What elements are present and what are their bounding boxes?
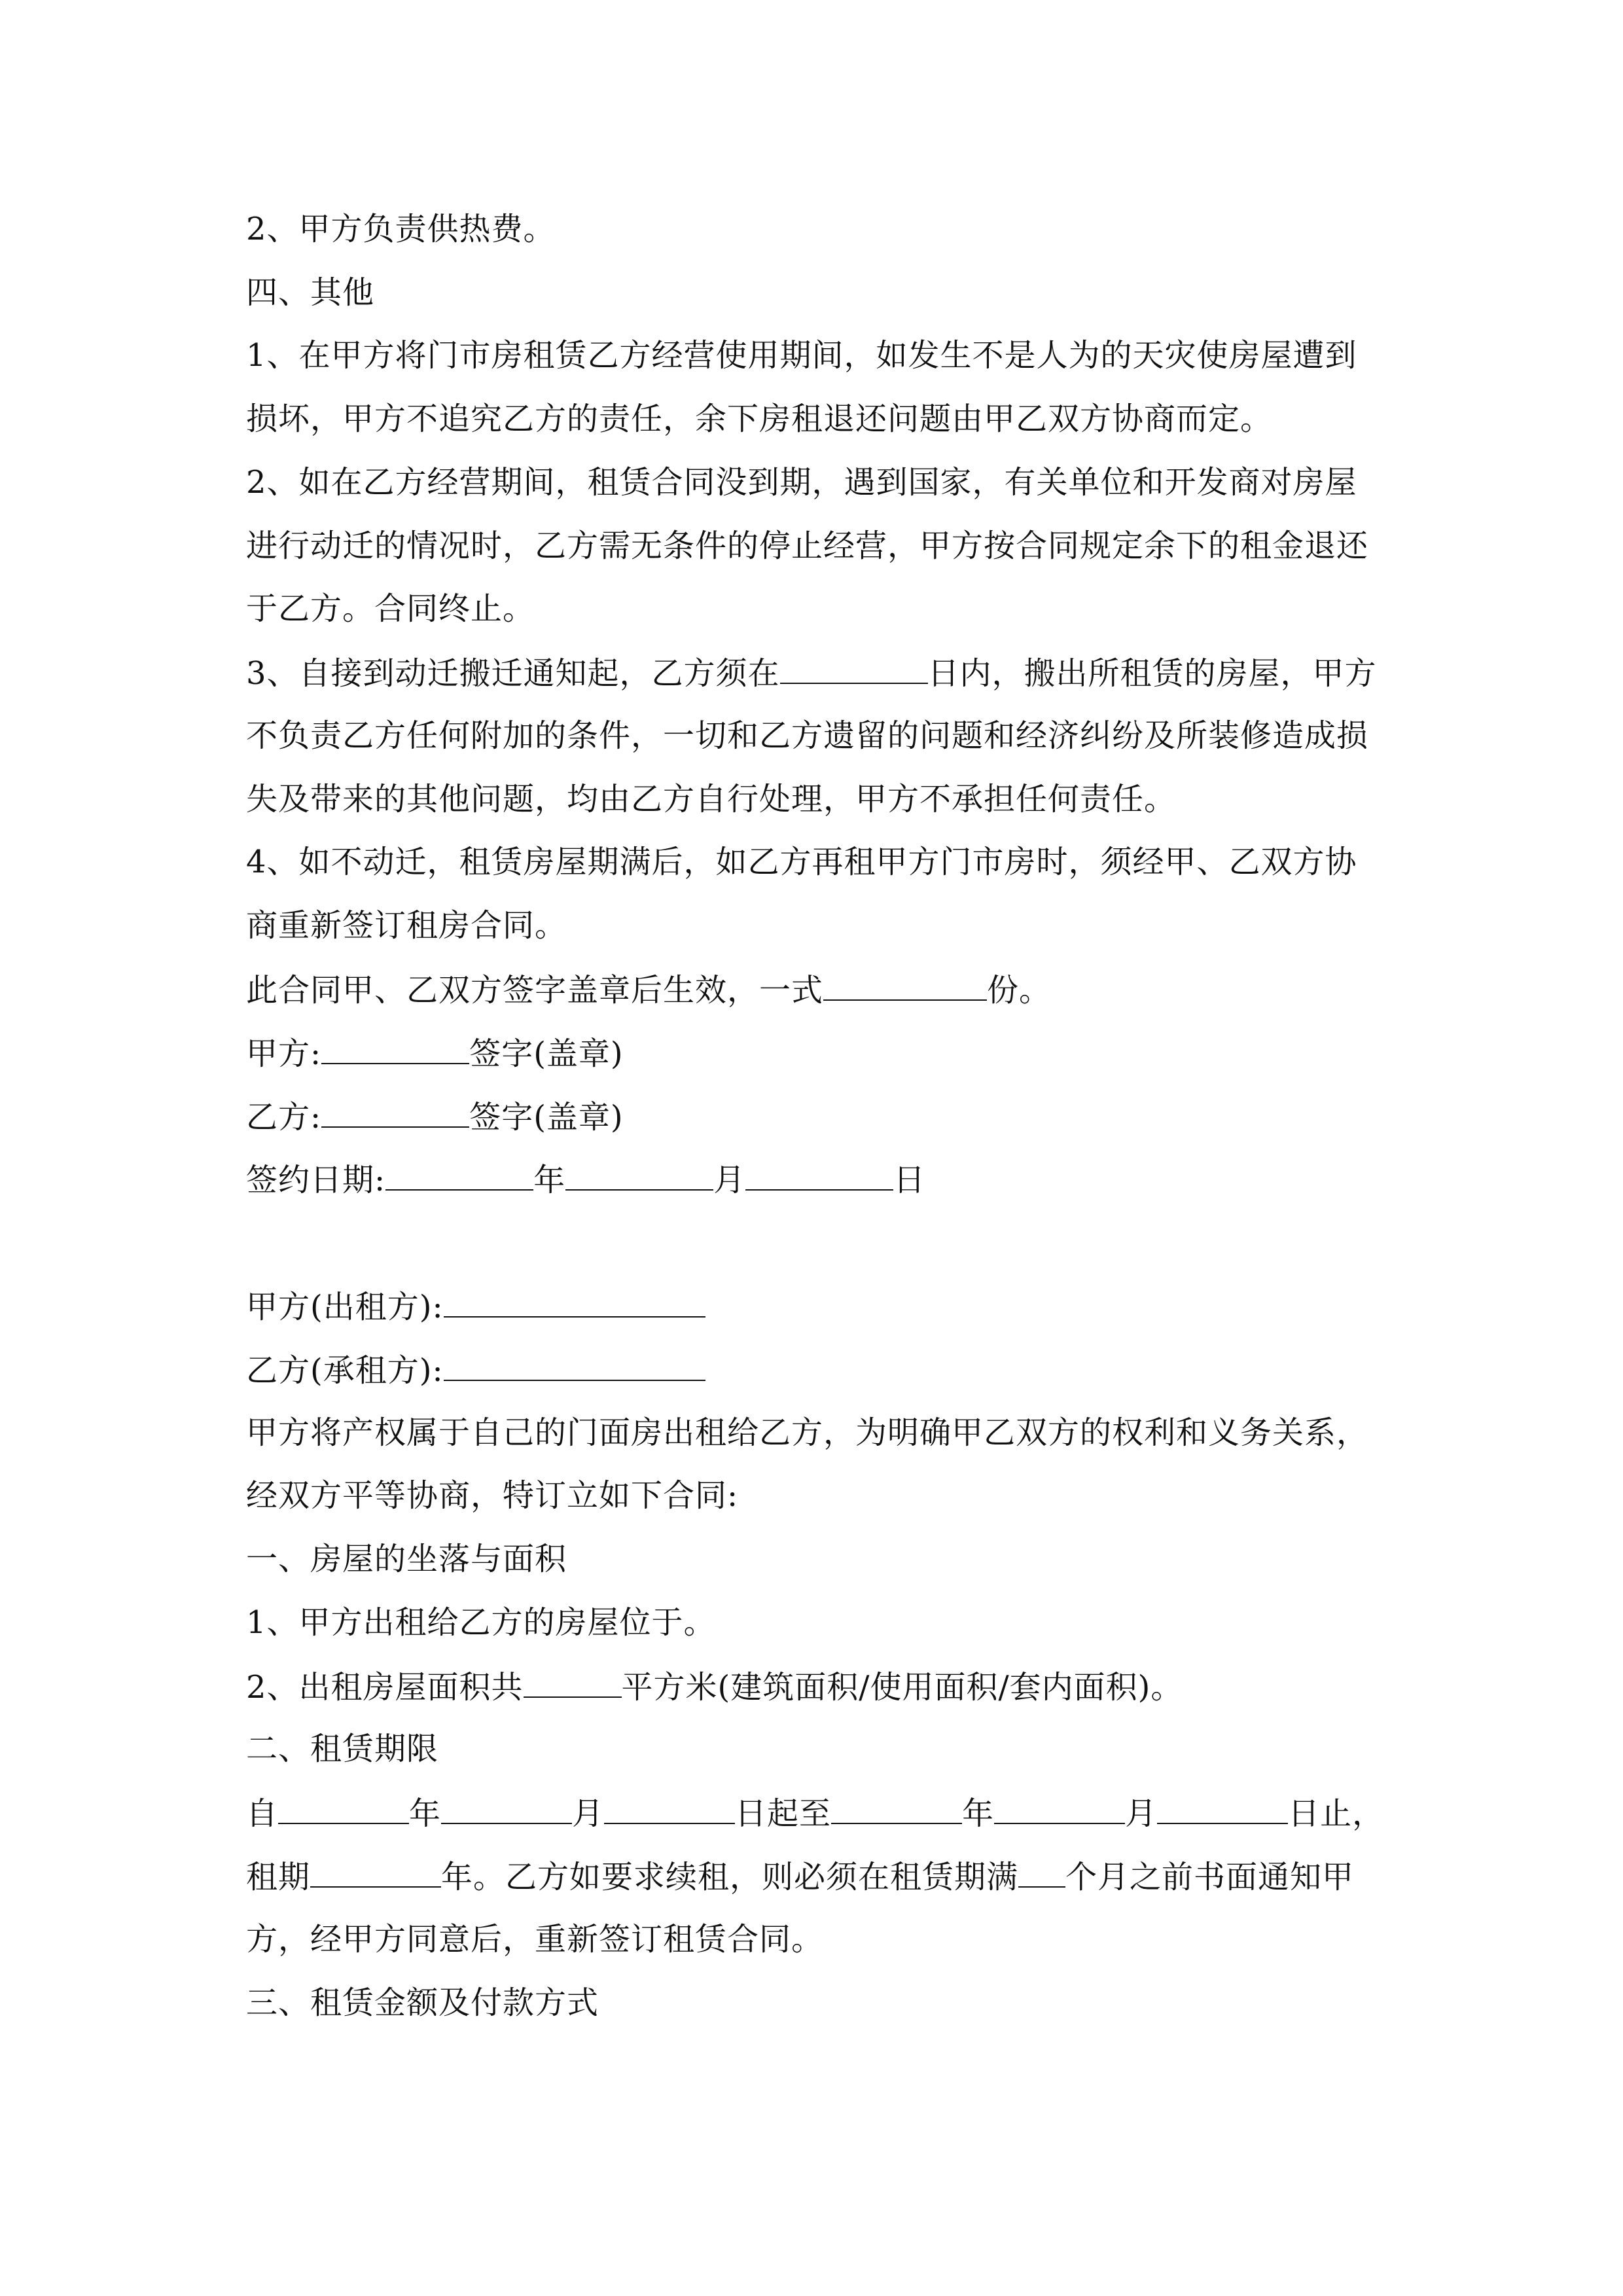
blank-field-copies[interactable]	[823, 969, 987, 1001]
clause-term-renewal-line-1	[246, 1856, 1354, 1897]
blank-field-month[interactable]	[565, 1159, 713, 1191]
clause-relocation-line-2	[246, 526, 1368, 565]
blank-field-day[interactable]	[745, 1159, 893, 1191]
text-segment: 签约日期:	[246, 1162, 386, 1198]
clause-heating-fee	[246, 209, 556, 249]
text-segment: 年	[409, 1795, 442, 1832]
text-segment: 乙方:	[246, 1099, 322, 1136]
text-segment: 签字(盖章)	[469, 1035, 624, 1072]
clause-area	[246, 1666, 1183, 1707]
preamble-line-1	[246, 1413, 1368, 1452]
blank-field-party-a-signature[interactable]	[321, 1033, 469, 1064]
blank-field-term-years[interactable]	[310, 1856, 441, 1888]
section-heading-lease-term	[246, 1729, 438, 1768]
text-segment: 甲方:	[246, 1035, 322, 1072]
text-segment: 月	[713, 1162, 746, 1198]
text-segment: 二、租赁期限	[246, 1731, 439, 1767]
text-segment: 平方米(建筑面积/使用面积/套内面积)。	[621, 1669, 1183, 1706]
text-segment: 商重新签订租房合同。	[246, 907, 567, 944]
signing-date	[246, 1159, 925, 1200]
text-segment: 不负责乙方任何附加的条件，一切和乙方遗留的问题和经济纠纷及所装修造成损	[246, 717, 1369, 754]
clause-disaster-line-1	[246, 336, 1357, 375]
blank-field-notice-months[interactable]	[1018, 1856, 1065, 1888]
text-segment: 日内，搬出所租赁的房屋，甲方	[927, 655, 1377, 692]
text-segment: 2、甲方负责供热费。	[246, 211, 556, 247]
text-segment: 于乙方。合同终止。	[246, 590, 535, 627]
text-segment: 日	[893, 1162, 926, 1198]
clause-move-out-line-3	[246, 780, 1176, 819]
text-segment: 失及带来的其他问题，均由乙方自行处理，甲方不承担任何责任。	[246, 781, 1177, 817]
clause-term-dates	[246, 1793, 1384, 1833]
text-segment: 4、如不动迁，租赁房屋期满后，如乙方再租甲方门市房时，须经甲、乙双方协	[246, 844, 1357, 880]
blank-field-start-month[interactable]	[441, 1793, 572, 1824]
blank-field-year[interactable]	[385, 1159, 533, 1191]
text-segment: 年	[533, 1162, 566, 1198]
clause-location	[246, 1603, 716, 1642]
section-heading-rent-payment	[246, 1983, 599, 2022]
signature-party-b	[246, 1096, 624, 1137]
text-segment: 3、自接到动迁搬迁通知起，乙方须在	[246, 655, 780, 692]
text-segment: 2、出租房屋面积共	[246, 1669, 524, 1706]
text-segment: 损坏，甲方不追究乙方的责任，余下房租退还问题由甲乙双方协商而定。	[246, 401, 1273, 437]
text-segment: 进行动迁的情况时，乙方需无条件的停止经营，甲方按合同规定余下的租金退还	[246, 528, 1369, 564]
clause-relocation-line-3	[246, 589, 535, 628]
text-segment: 2、如在乙方经营期间，租赁合同没到期，遇到国家，有关单位和开发商对房屋	[246, 464, 1357, 501]
blank-field-area[interactable]	[524, 1666, 622, 1698]
text-segment: 四、其他	[246, 274, 375, 311]
section-heading-location-area	[246, 1539, 567, 1579]
blank-field-end-day[interactable]	[1157, 1793, 1288, 1824]
clause-move-out-line-1	[246, 653, 1377, 693]
blank-field-end-year[interactable]	[831, 1793, 962, 1824]
blank-field-lessee[interactable]	[444, 1350, 705, 1381]
text-segment: 乙方(承租方):	[246, 1352, 444, 1389]
text-segment: 1、在甲方将门市房租赁乙方经营使用期间，如发生不是人为的天灾使房屋遭到	[246, 337, 1357, 374]
text-segment: 租期	[246, 1859, 311, 1895]
text-segment: 个月之前书面通知甲	[1065, 1859, 1355, 1895]
text-segment: 此合同甲、乙双方签字盖章后生效，一式	[246, 972, 824, 1009]
clause-disaster-line-2	[246, 399, 1272, 439]
clause-term-renewal-line-2	[246, 1920, 823, 1959]
text-segment: 经双方平等协商，特订立如下合同:	[246, 1477, 739, 1514]
text-segment: 自	[246, 1795, 279, 1832]
text-segment: 日止，	[1288, 1795, 1385, 1832]
clause-relocation-line-1	[246, 463, 1357, 502]
text-segment: 份。	[987, 972, 1052, 1009]
text-segment: 三、租赁金额及付款方式	[246, 1984, 599, 2021]
signature-party-a	[246, 1033, 624, 1073]
blank-field-lessor[interactable]	[444, 1286, 705, 1318]
text-segment: 甲方(出租方):	[246, 1289, 444, 1325]
text-segment: 月	[572, 1795, 605, 1832]
blank-field-start-day[interactable]	[604, 1793, 735, 1824]
blank-field-end-month[interactable]	[994, 1793, 1125, 1824]
lessor-line	[246, 1286, 705, 1327]
clause-copies	[246, 969, 1051, 1010]
text-segment: 月	[1125, 1795, 1158, 1832]
text-segment: 甲方将产权属于自己的门面房出租给乙方，为明确甲乙双方的权利和义务关系，	[246, 1414, 1369, 1451]
section-heading-other	[246, 273, 374, 312]
clause-renewal-line-2	[246, 906, 567, 945]
text-segment: 方，经甲方同意后，重新签订租赁合同。	[246, 1921, 824, 1958]
text-segment: 年。乙方如要求续租，则必须在租赁期满	[441, 1859, 1019, 1895]
preamble-line-2	[246, 1476, 738, 1515]
text-segment: 一、房屋的坐落与面积	[246, 1541, 567, 1577]
clause-renewal-line-1	[246, 842, 1357, 882]
text-segment: 签字(盖章)	[469, 1099, 624, 1136]
text-segment: 1、甲方出租给乙方的房屋位于。	[246, 1604, 716, 1641]
blank-field-start-year[interactable]	[278, 1793, 409, 1824]
text-segment: 年	[962, 1795, 995, 1832]
clause-move-out-line-2	[246, 716, 1368, 755]
blank-field-days[interactable]	[780, 653, 928, 684]
blank-field-party-b-signature[interactable]	[321, 1096, 469, 1128]
lessee-line	[246, 1350, 705, 1390]
text-segment: 日起至	[735, 1795, 832, 1832]
